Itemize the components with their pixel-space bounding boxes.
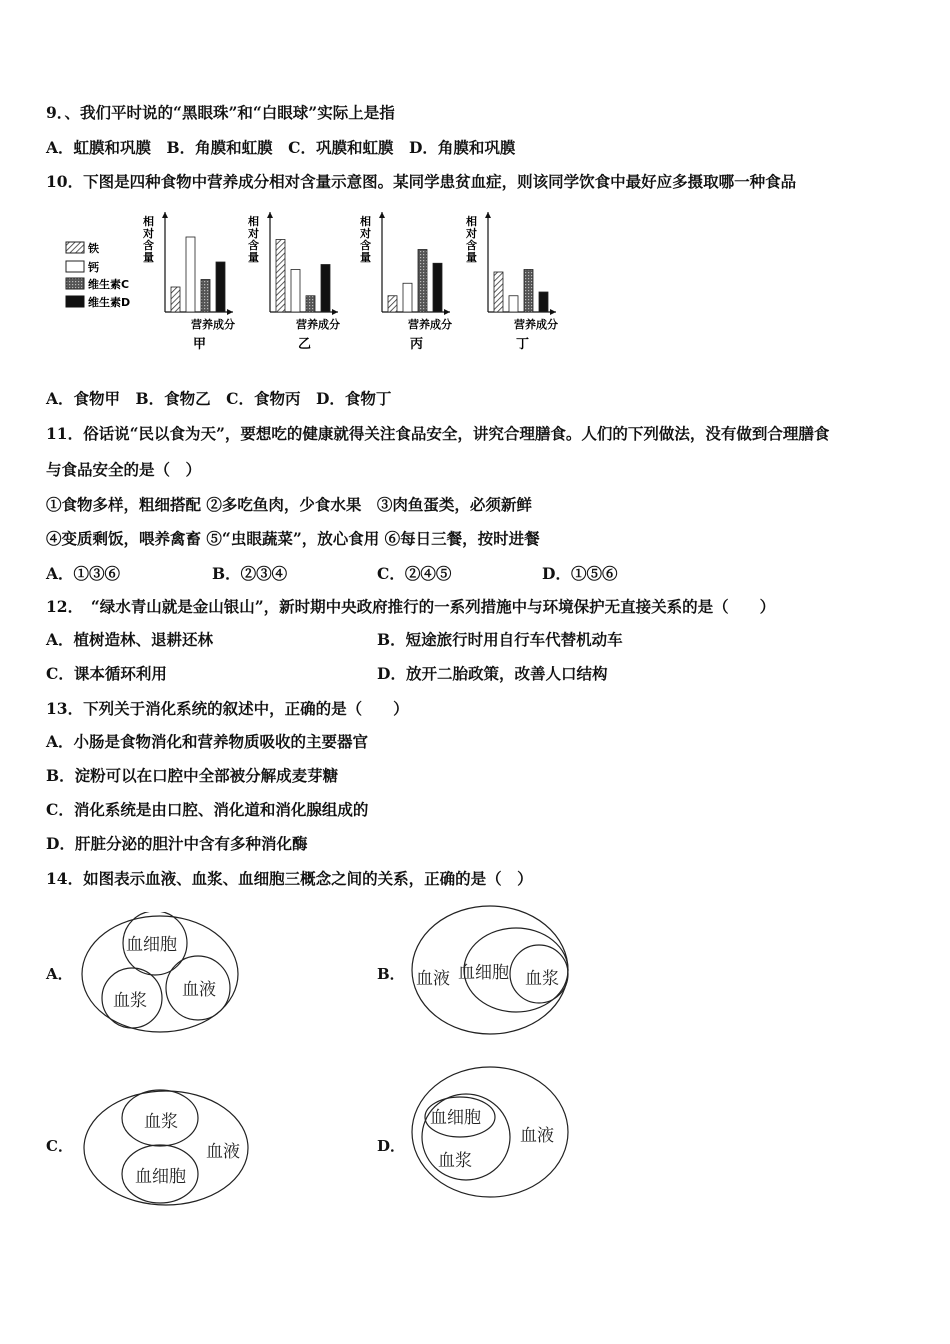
chart-2-bar-4: [321, 265, 330, 313]
q11-stem-line1: 11．俗话说“民以食为天”，要想吃的健康就得关注食品安全，讲究合理膳食。人们的下列做法，没有做到合理膳食: [46, 424, 830, 443]
chart-4-bar-3: [524, 270, 533, 313]
chart-4: [465, 212, 558, 352]
chart-3: [359, 212, 452, 352]
venn-d-plasma-text: 血浆: [438, 1151, 472, 1171]
chart-1-ylabel-char: 对: [143, 227, 154, 240]
legend-swatch-vitc: [66, 278, 84, 289]
venn-c-blood-text: 血液: [206, 1142, 240, 1162]
chart-4-y-arrow: [485, 212, 491, 218]
venn-d-cells-text: 血细胞: [430, 1108, 481, 1128]
q10-options: A．食物甲 B．食物乙 C．食物丙 D．食物丁: [46, 389, 392, 408]
q11-option-b: B．②③④: [212, 564, 288, 583]
q13-option-b: B．淀粉可以在口腔中全部被分解成麦芽糖: [46, 766, 339, 785]
chart-1-xlabel: 营养成分: [191, 318, 235, 331]
venn-a-cells-text: 血细胞: [126, 935, 177, 955]
chart-1-x-arrow: [227, 309, 233, 315]
q14-label-c: C．: [46, 1137, 73, 1155]
venn-a-plasma-text: 血浆: [113, 991, 147, 1011]
q12-option-c: C．课本循环利用: [46, 664, 167, 683]
q11-option-a: A．①③⑥: [46, 564, 121, 583]
venn-diagram-a: [78, 912, 248, 1042]
legend-swatch-iron: [66, 242, 84, 253]
chart-4-bar-4: [539, 292, 548, 312]
chart-2-bar-2: [291, 270, 300, 313]
q12-option-a: A．植树造林、退耕还林: [46, 630, 214, 649]
chart-3-bar-2: [403, 283, 412, 312]
chart-2-bar-3: [306, 296, 315, 312]
chart-4-xlabel: 营养成分: [514, 318, 558, 331]
q9-options: A．虹膜和巩膜 B．角膜和虹膜 C．巩膜和虹膜 D．角膜和巩膜: [46, 138, 516, 157]
chart-1-ylabel-char: 含: [143, 239, 154, 252]
venn-c-plasma-text: 血浆: [144, 1112, 178, 1132]
chart-1-bar-4: [216, 262, 225, 312]
legend-swatch-calcium: [66, 261, 84, 272]
legend-swatch-vitd: [66, 296, 84, 307]
chart-3-x-arrow: [444, 309, 450, 315]
q11-items-line2: ④变质剩饭，喂养禽畜 ⑤“虫眼蔬菜”，放心食用 ⑥每日三餐，按时进餐: [46, 529, 540, 548]
venn-diagram-b: [408, 900, 578, 1040]
chart-3-ylabel-char: 含: [360, 239, 371, 252]
chart-2-ylabel-char: 相: [248, 215, 259, 228]
chart-1-bar-1: [171, 287, 180, 312]
chart-2-y-arrow: [267, 212, 273, 218]
q12-option-d: D．放开二胎政策，改善人口结构: [377, 664, 608, 683]
chart-4-x-arrow: [550, 309, 556, 315]
chart-2-xlabel: 营养成分: [296, 318, 340, 331]
chart-3-bar-1: [388, 296, 397, 312]
q12-option-b: B．短途旅行时用自行车代替机动车: [377, 630, 623, 649]
chart-3-y-arrow: [379, 212, 385, 218]
q14-stem: 14．如图表示血液、血浆、血细胞三概念之间的关系，正确的是（ ）: [46, 869, 533, 888]
chart-1: [142, 212, 235, 352]
q12-stem: 12． “绿水青山就是金山银山”，新时期中央政府推行的一系列措施中与环境保护无直接关系的是（ ）: [46, 597, 776, 616]
q9-stem: 9．、我们平时说的“黑眼珠”和“白眼球”实际上是指: [46, 103, 395, 122]
chart-3-bar-4: [433, 263, 442, 312]
q11-stem-line2: 与食品安全的是（ ）: [46, 460, 202, 479]
venn-a-blood-text: 血液: [182, 980, 216, 1000]
q11-items-line1: ①食物多样，粗细搭配 ②多吃鱼肉，少食水果 ③肉鱼蛋类，必须新鲜: [46, 495, 532, 514]
q14-label-b: B．: [377, 965, 405, 983]
chart-2: [247, 212, 340, 352]
q11-option-c: C．②④⑤: [377, 564, 452, 583]
chart-4-ylabel-char: 对: [466, 227, 477, 240]
chart-4-title: 丁: [516, 337, 530, 352]
q14-label-d: D．: [377, 1137, 406, 1155]
q14-label-a: A．: [46, 965, 73, 983]
legend-label-vitc: 维生素C: [88, 278, 130, 291]
chart-1-ylabel-char: 量: [143, 251, 154, 264]
chart-3-title: 丙: [410, 337, 424, 352]
chart-2-title: 乙: [298, 337, 312, 352]
chart-4-bar-1: [494, 272, 503, 312]
chart-3-ylabel-char: 相: [360, 215, 371, 228]
chart-legend: [66, 241, 130, 309]
chart-2-ylabel-char: 含: [248, 239, 259, 252]
chart-1-bar-2: [186, 237, 195, 312]
q13-option-c: C．消化系统是由口腔、消化道和消化腺组成的: [46, 800, 369, 819]
chart-3-bar-3: [418, 250, 427, 313]
venn-c-cells-text: 血细胞: [135, 1167, 186, 1187]
legend-label-vitd: 维生素D: [88, 296, 131, 309]
legend-label-calcium: 钙: [88, 261, 99, 274]
chart-3-xlabel: 营养成分: [408, 318, 452, 331]
chart-4-ylabel-char: 量: [466, 251, 477, 264]
chart-1-y-arrow: [162, 212, 168, 218]
chart-4-bar-2: [509, 296, 518, 312]
venn-b-plasma-text: 血浆: [525, 969, 559, 989]
venn-b-blood-text: 血液: [416, 969, 450, 989]
venn-b-cells-text: 血细胞: [458, 963, 509, 983]
chart-1-bar-3: [201, 280, 210, 313]
q11-option-d: D．①⑤⑥: [542, 564, 618, 583]
q13-option-d: D．肝脏分泌的胆汁中含有多种消化酶: [46, 834, 308, 853]
venn-diagram-c: [78, 1085, 258, 1215]
venn-d-blood-text: 血液: [520, 1126, 554, 1146]
legend-label-iron: 铁: [88, 242, 99, 255]
nutrition-charts: [60, 200, 600, 360]
chart-4-ylabel-char: 含: [466, 239, 477, 252]
chart-2-ylabel-char: 对: [248, 227, 259, 240]
chart-2-x-arrow: [332, 309, 338, 315]
chart-3-ylabel-char: 量: [360, 251, 371, 264]
q13-option-a: A．小肠是食物消化和营养物质吸收的主要器官: [46, 732, 369, 751]
q10-stem: 10．下图是四种食物中营养成分相对含量示意图。某同学患贫血症，则该同学饮食中最好应多摄取哪一种食品: [46, 172, 797, 191]
chart-3-ylabel-char: 对: [360, 227, 371, 240]
venn-diagram-d: [408, 1062, 578, 1207]
q13-stem: 13．下列关于消化系统的叙述中，正确的是（ ）: [46, 699, 409, 718]
chart-2-ylabel-char: 量: [248, 251, 259, 264]
chart-2-bar-1: [276, 240, 285, 313]
chart-1-title: 甲: [193, 337, 207, 352]
chart-4-ylabel-char: 相: [466, 215, 477, 228]
chart-1-ylabel-char: 相: [143, 215, 154, 228]
